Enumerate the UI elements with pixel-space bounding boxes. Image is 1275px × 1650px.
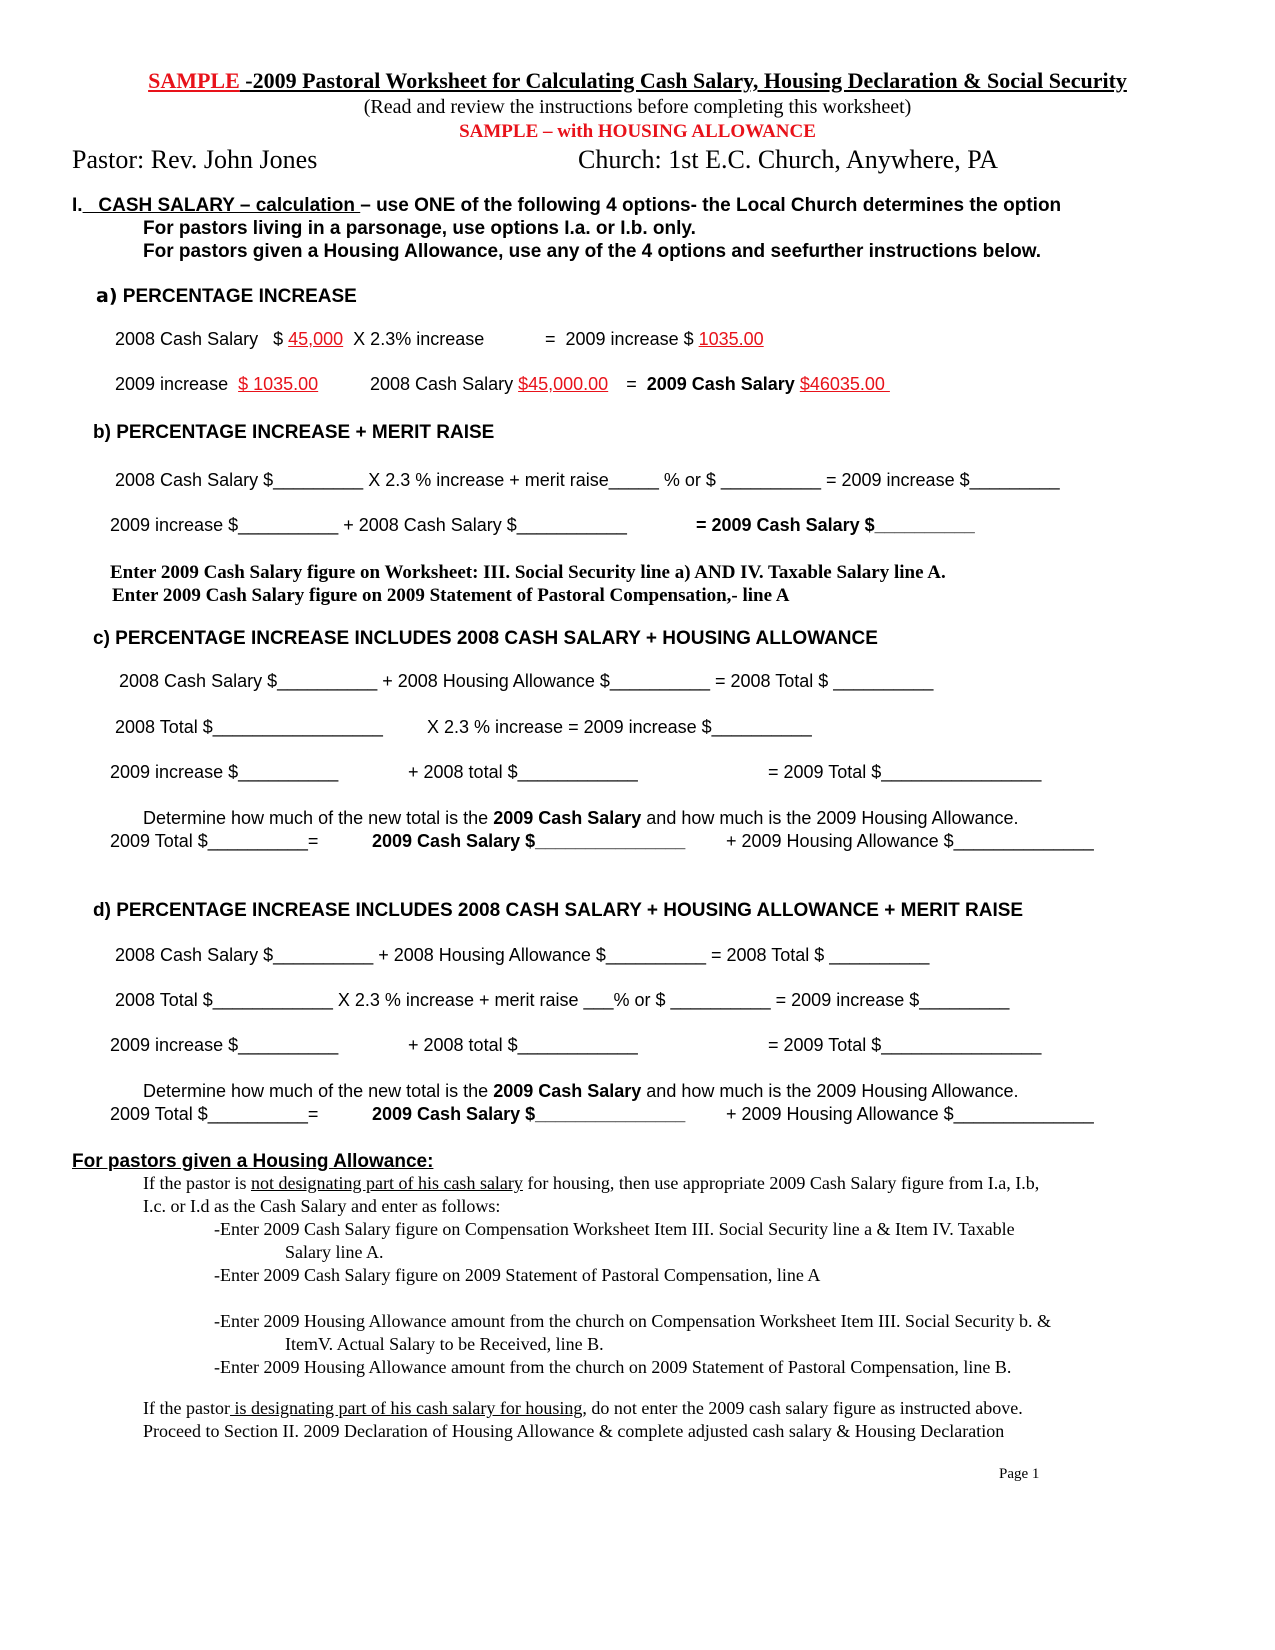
- option-c-row-2-left: 2008 Total $_________________: [115, 717, 383, 737]
- housing-entry-1-line-1: -Enter 2009 Cash Salary figure on Compensation Worksheet Item III. Social Security line a & Item IV. Taxable: [214, 1219, 1015, 1239]
- option-b-row-1: 2008 Cash Salary $_________ X 2.3 % increase + merit raise_____ % or $ __________ = 2009 increase $_________: [115, 470, 1060, 490]
- section-heading: [72, 195, 1061, 217]
- option-c-split-cash-salary: 2009 Cash Salary $_______________: [372, 831, 686, 851]
- option-c-row-3-right: = 2009 Total $________________: [768, 762, 1042, 782]
- option-d-row-2: 2008 Total $____________ X 2.3 % increase + merit raise ___% or $ __________ = 2009 increase $_________: [115, 990, 1010, 1010]
- option-a-title: PERCENTAGE INCREASE: [122, 286, 357, 307]
- option-a-2009-increase-value: 1035.00: [698, 329, 764, 349]
- option-c-determine-text-2: and how much is the 2009 Housing Allowance.: [641, 808, 1019, 828]
- option-a-2009-cash-salary-label: 2009 Cash Salary: [646, 374, 800, 394]
- option-a-increase-label: X 2.3% increase: [343, 329, 485, 349]
- housing-para-1-text-b: for housing, then use appropriate 2009 Cash Salary figure from I.a, I.b,: [522, 1173, 1040, 1193]
- option-a-row-2-increase-value: $ 1035.00: [238, 374, 319, 394]
- option-a-row-1-right: [545, 329, 764, 350]
- option-a-row-2-salary-label: 2008 Cash Salary: [370, 374, 519, 394]
- option-d-split-cash-salary: 2009 Cash Salary $_______________: [372, 1104, 686, 1124]
- housing-para-2-line-2: Proceed to Section II. 2009 Declaration of Housing Allowance & complete adjusted cash salary & Housing Declaration: [143, 1421, 1005, 1441]
- option-c-heading: c) PERCENTAGE INCREASE INCLUDES 2008 CASH SALARY + HOUSING ALLOWANCE: [93, 628, 878, 649]
- housing-entry-3-line-2: ItemV. Actual Salary to be Received, line B.: [285, 1334, 604, 1354]
- pastor-name: Pastor: Rev. John Jones: [72, 145, 318, 174]
- option-c-row-3-middle: + 2008 total $____________: [408, 762, 638, 782]
- section-numeral: I.: [72, 195, 83, 216]
- option-c-row-1: 2008 Cash Salary $__________ + 2008 Housing Allowance $__________ = 2008 Total $ __________: [119, 671, 934, 691]
- church-name: Church: 1st E.C. Church, Anywhere, PA: [578, 145, 999, 174]
- option-d-row-3-left: 2009 increase $__________: [110, 1035, 339, 1055]
- housing-entry-1-line-2: Salary line A.: [285, 1242, 384, 1262]
- housing-heading: For pastors given a Housing Allowance:: [72, 1151, 434, 1172]
- page-number: Page 1: [999, 1466, 1040, 1482]
- option-b-row-2-left: 2009 increase $__________ + 2008 Cash Salary $___________: [110, 515, 627, 535]
- section-heading-underlined: CASH SALARY – calculation: [82, 195, 361, 216]
- option-c-split-housing: + 2009 Housing Allowance $______________: [726, 831, 1094, 851]
- option-d-row-1: 2008 Cash Salary $__________ + 2008 Housing Allowance $__________ = 2008 Total $ __________: [115, 945, 930, 965]
- option-a-row-2-left: [115, 374, 318, 395]
- document-title: [0, 68, 1275, 94]
- housing-entry-3-line-1: -Enter 2009 Housing Allowance amount from the church on Compensation Worksheet Item III. Social Security b. &: [214, 1311, 1052, 1331]
- option-b-heading: b) PERCENTAGE INCREASE + MERIT RAISE: [93, 422, 495, 443]
- sample-note: SAMPLE – with HOUSING ALLOWANCE: [459, 121, 816, 142]
- option-d-determine-text-1: Determine how much of the new total is the: [143, 1081, 494, 1101]
- option-d-heading: d) PERCENTAGE INCREASE INCLUDES 2008 CASH SALARY + HOUSING ALLOWANCE + MERIT RAISE: [93, 900, 1024, 921]
- option-a-row-2-salary-value: $45,000.00: [518, 374, 609, 394]
- housing-para-1-underlined: not designating part of his cash salary: [250, 1173, 523, 1193]
- option-a-row-1-left: [115, 329, 484, 350]
- housing-entry-2: -Enter 2009 Cash Salary figure on 2009 Statement of Pastoral Compensation, line A: [214, 1265, 821, 1285]
- housing-para-1-text-a: If the pastor is: [143, 1173, 251, 1193]
- option-d-split-housing: + 2009 Housing Allowance $______________: [726, 1104, 1094, 1124]
- housing-para-2-text-b: , do not enter the 2009 cash salary figure as instructed above.: [582, 1398, 1023, 1418]
- option-a-2009-cash-salary-value: $46035.00: [799, 374, 890, 394]
- option-d-row-3-right: = 2009 Total $________________: [768, 1035, 1042, 1055]
- option-c-determine-bold: 2009 Cash Salary: [493, 808, 642, 828]
- option-a-label: a): [96, 285, 118, 307]
- option-d-split-total: 2009 Total $__________=: [110, 1104, 319, 1124]
- option-b-note-worksheet: Enter 2009 Cash Salary figure on Worksheet: III. Social Security line a) AND IV. Taxable Salary line A.: [110, 562, 946, 583]
- section-note-housing: For pastors given a Housing Allowance, use any of the 4 options and seefurther instructions below.: [143, 241, 1042, 262]
- option-a-heading: [96, 285, 357, 308]
- housing-entry-4: -Enter 2009 Housing Allowance amount from the church on 2009 Statement of Pastoral Compensation, line B.: [214, 1357, 1012, 1377]
- option-a-row-2-label: 2009 increase: [115, 374, 239, 394]
- option-c-split-total: 2009 Total $__________=: [110, 831, 319, 851]
- document-subtitle: (Read and review the instructions before completing this worksheet): [363, 96, 912, 118]
- option-b-note-statement: Enter 2009 Cash Salary figure on 2009 Statement of Pastoral Compensation,- line A: [112, 585, 790, 606]
- option-c-determine-text-1: Determine how much of the new total is the: [143, 808, 494, 828]
- option-b-row-2-right: = 2009 Cash Salary $__________: [696, 515, 975, 535]
- title-text: -2009 Pastoral Worksheet for Calculating Cash Salary, Housing Declaration & Social Security: [239, 68, 1127, 93]
- housing-para-2-underlined: is designating part of his cash salary for housing: [229, 1398, 583, 1418]
- housing-para-1-line-1: [143, 1173, 1039, 1194]
- option-a-2008-salary-value: 45,000: [288, 329, 344, 349]
- option-a-increase-result-label: = 2009 increase $: [545, 329, 699, 349]
- section-note-parsonage: For pastors living in a parsonage, use options I.a. or I.b. only.: [143, 218, 696, 239]
- option-d-determine-bold: 2009 Cash Salary: [493, 1081, 642, 1101]
- option-d-determine-note: [143, 1081, 1019, 1102]
- housing-para-2-text-a: If the pastor: [143, 1398, 230, 1418]
- option-c-row-3-left: 2009 increase $__________: [110, 762, 339, 782]
- option-d-row-3-middle: + 2008 total $____________: [408, 1035, 638, 1055]
- option-c-row-2-right: X 2.3 % increase = 2009 increase $__________: [427, 717, 812, 737]
- section-heading-rest: – use ONE of the following 4 options- the Local Church determines the option: [360, 195, 1062, 216]
- option-a-row-2-right: [370, 374, 890, 395]
- title-sample-word: SAMPLE: [148, 68, 240, 93]
- housing-para-1-line-2: I.c. or I.d as the Cash Salary and enter as follows:: [143, 1196, 501, 1216]
- option-d-determine-text-2: and how much is the 2009 Housing Allowance.: [641, 1081, 1019, 1101]
- housing-para-2-line-1: [143, 1398, 1023, 1419]
- option-c-determine-note: [143, 808, 1019, 829]
- option-a-row-1-label: 2008 Cash Salary $: [115, 329, 289, 349]
- option-a-row-2-equals: =: [626, 374, 647, 394]
